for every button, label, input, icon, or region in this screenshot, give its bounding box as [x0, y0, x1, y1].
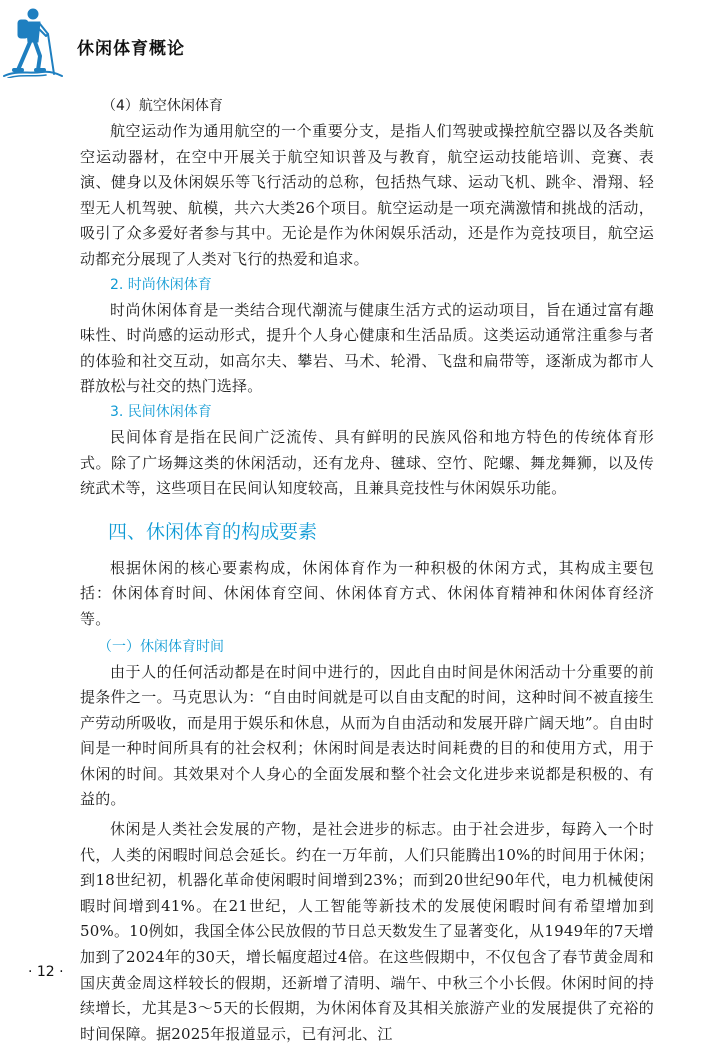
time-paragraph-1: 由于人的任何活动都是在时间中进行的，因此自由时间是休闲活动十分重要的前提条件之一。马克思认为：“自由时间就是可以自由支配的时间，这种时间不被直接生产劳动所吸收，而是用于娱乐和休息，从而为自由活动和发展开辟广阔天地”。自由时间是一种时间所具有的社会权利；休闲时间是表达时间耗费的目的和使用方式，用于休闲的时间。其效果对个人身心的全面发展和整个社会文化进步来说都是积极的、有益的。: [80, 662, 654, 809]
time-heading: （一）休闲体育时间: [98, 638, 224, 655]
page-number: · 12 ·: [28, 964, 64, 980]
fashion-heading: 2. 时尚休闲体育: [110, 276, 212, 293]
page-content: [80, 94, 654, 1047]
section-intro-paragraph: 根据休闲的核心要素构成，休闲体育作为一种积极的休闲方式，其构成主要包括：休闲体育时间、休闲体育空间、休闲体育方式、休闲体育精神和休闲体育经济等。: [80, 558, 654, 628]
time-paragraph-2: 休闲是人类社会发展的产物，是社会进步的标志。由于社会进步，每跨入一个时代，人类的闲暇时间总会延长。约在一万年前，人们只能腾出10%的时间用于休闲；到18世纪初，机器化革命使闲暇时间增到23%；而到20世纪90年代，电力机械使闲暇时间增到41%。在21世纪，人工智能等新技术的发展使闲暇时间有希望增加到50%。10例如，我国全体公民放假的节日总天数发生了显著变化，从1949年的7天增加到了2024年的30天，增长幅度超过4倍。在这些假期中，不仅包含了春节黄金周和国庆黄金周这样较长的假期，还新增了清明、端午、中秋三个小长假。休闲时间的持续增长，尤其是3～5天的长假期，为休闲体育及其相关旅游产业的发展提供了充裕的时间保障。据2025年报道显示，已有河北、江: [80, 820, 654, 1043]
fashion-paragraph: 时尚休闲体育是一类结合现代潮流与健康生活方式的运动项目，旨在通过富有趣味性、时尚感的运动形式，提升个人身心健康和生活品质。这类运动通常注重参与者的体验和社交互动，如高尔夫、攀岩、马术、轮滑、飞盘和扁带等，逐渐成为都市人群放松与社交的热门选择。: [80, 300, 654, 396]
folk-paragraph: 民间体育是指在民间广泛流传、具有鲜明的民族风俗和地方特色的传统体育形式。除了广场舞这类的休闲活动，还有龙舟、毽球、空竹、陀螺、舞龙舞狮，以及传统武术等，这些项目在民间认知度较高，且兼具竞技性与休闲娱乐功能。: [80, 427, 654, 498]
book-title: 休闲体育概论: [77, 39, 185, 59]
folk-heading: 3. 民间休闲体育: [110, 403, 212, 420]
section-title: 四、休闲体育的构成要素: [108, 520, 318, 543]
aviation-heading: （4）航空休闲体育: [102, 98, 223, 114]
hiker-icon: [2, 4, 64, 78]
page-header: [0, 0, 728, 82]
aviation-paragraph: 航空运动作为通用航空的一个重要分支，是指人们驾驶或操控航空器以及各类航空运动器材，在空中开展关于航空知识普及与教育，航空运动技能培训、竞赛、表演、健身以及休闲娱乐等飞行活动的总称，包括热气球、运动飞机、跳伞、滑翔、轻型无人机驾驶、航模，共六大类26个项目。航空运动是一项充满激情和挑战的活动，吸引了众多爱好者参与其中。无论是作为休闲娱乐活动，还是作为竞技项目，航空运动都充分展现了人类对飞行的热爱和追求。: [80, 122, 654, 268]
